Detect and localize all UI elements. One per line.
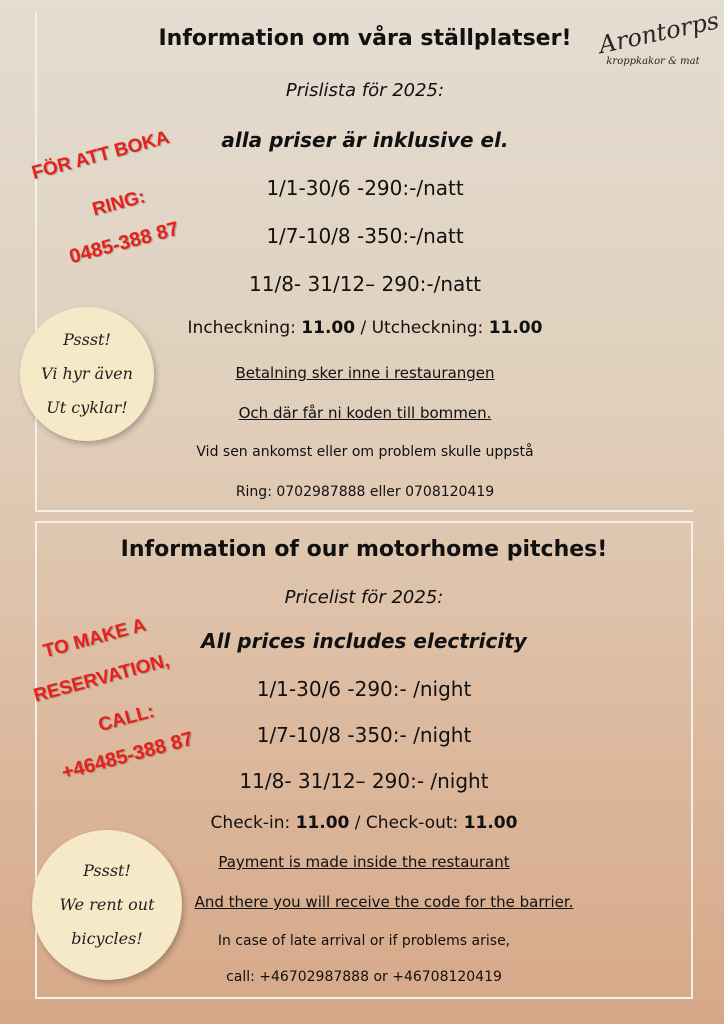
swedish-bike-rental-bubble	[20, 307, 154, 441]
swedish-price-2: 1/7-10/8 -350:-/natt	[266, 224, 464, 248]
checkin-label: Incheckning:	[187, 318, 302, 338]
swedish-booking-line-1: FÖR ATT BOKA	[29, 127, 172, 184]
english-phone-numbers: call: +46702987888 or +46708120419	[226, 969, 502, 985]
swedish-title: Information om våra ställplatser!	[158, 26, 572, 51]
english-booking-line-2: RESERVATION,	[31, 650, 172, 707]
english-booking-line-3: CALL:	[96, 701, 157, 737]
checkout-time: 11.00	[488, 318, 543, 338]
checkout-label: / Check-out:	[349, 813, 464, 833]
swedish-inclusive-note: alla priser är inklusive el.	[221, 128, 509, 152]
checkin-time: 11.00	[301, 318, 356, 338]
checkout-label: / Utcheckning:	[355, 318, 489, 338]
english-bike-rental-bubble	[32, 830, 182, 980]
english-price-1: 1/1-30/6 -290:- /night	[256, 677, 472, 701]
swedish-price-1: 1/1-30/6 -290:-/natt	[266, 176, 464, 200]
logo-name: Arontorps	[596, 6, 722, 60]
swedish-price-3: 11/8- 31/12– 290:-/natt	[249, 272, 481, 296]
english-late-arrival-note: In case of late arrival or if problems arise,	[217, 933, 511, 949]
swedish-info-panel	[35, 12, 693, 512]
bubble-line-2: We rent out	[59, 895, 155, 914]
english-code-note: And there you will receive the code for the barrier.	[194, 893, 574, 911]
english-booking-phone: +46485-388 87	[59, 727, 196, 785]
english-payment-note: Payment is made inside the restaurant	[218, 853, 510, 871]
english-title: Information of our motorhome pitches!	[120, 537, 608, 562]
english-price-2: 1/7-10/8 -350:- /night	[256, 723, 472, 747]
english-check-times	[37, 813, 691, 833]
english-pricelist-heading: Pricelist för 2025:	[284, 587, 444, 608]
swedish-code-note: Och där får ni koden till bommen.	[238, 404, 492, 422]
swedish-late-arrival-note: Vid sen ankomst eller om problem skulle uppstå	[196, 444, 534, 460]
bubble-line-2: Vi hyr även	[41, 364, 133, 383]
bubble-line-3: bicycles!	[71, 929, 143, 948]
bubble-line-1: Pssst!	[63, 330, 111, 349]
swedish-phone-numbers: Ring: 0702987888 eller 0708120419	[235, 484, 495, 500]
checkout-time: 11.00	[463, 813, 518, 833]
bubble-line-1: Pssst!	[83, 861, 131, 880]
english-price-3: 11/8- 31/12– 290:- /night	[239, 769, 489, 793]
bubble-line-3: Ut cyklar!	[46, 398, 128, 417]
swedish-booking-line-2: RING:	[90, 186, 148, 221]
swedish-booking-phone: 0485-388 87	[66, 217, 182, 269]
english-booking-line-1: TO MAKE A	[40, 614, 149, 663]
swedish-payment-note: Betalning sker inne i restaurangen	[235, 364, 495, 382]
english-inclusive-note: All prices includes electricity	[201, 629, 527, 653]
logo-tagline: kroppkakor & mat	[606, 56, 700, 67]
swedish-pricelist-heading: Prislista för 2025:	[285, 80, 445, 101]
checkin-label: Check-in:	[210, 813, 296, 833]
checkin-time: 11.00	[295, 813, 350, 833]
